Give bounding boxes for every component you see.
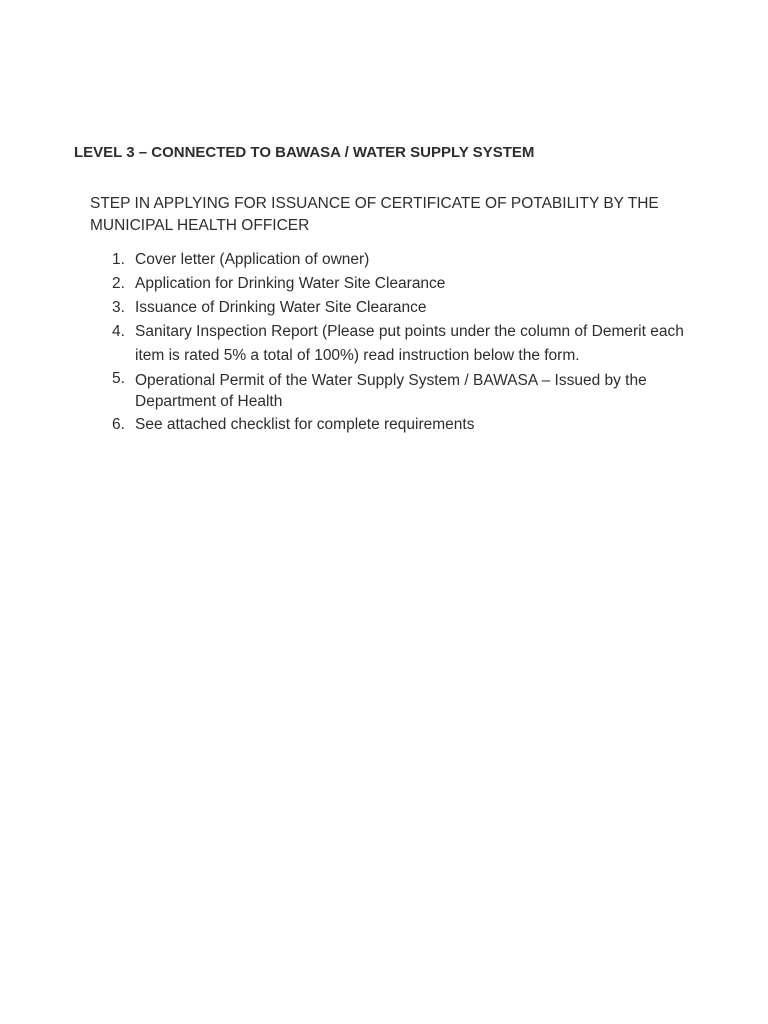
list-item-number: 2.	[112, 275, 125, 292]
list-item-text: See attached checklist for complete requirements	[135, 416, 475, 433]
list-item	[112, 413, 695, 437]
list-item-number: 1.	[112, 251, 125, 268]
list-item	[112, 248, 695, 272]
section-heading: LEVEL 3 – CONNECTED TO BAWASA / WATER SUPPLY SYSTEM	[74, 144, 535, 161]
list-item-text: Operational Permit of the Water Supply System / BAWASA – Issued by the Department of Health	[135, 372, 647, 410]
list-item	[112, 272, 695, 296]
list-item-text: Sanitary Inspection Report (Please put points under the column of Demerit each item is rated 5% a total of 100%) read instruction below the form.	[135, 323, 684, 364]
list-item	[112, 296, 695, 320]
list-item	[112, 320, 695, 368]
list-item-number: 4.	[112, 323, 125, 340]
list-item-number: 6.	[112, 416, 125, 433]
list-item-text: Cover letter (Application of owner)	[135, 251, 370, 268]
list-item	[112, 368, 695, 413]
list-item-number: 3.	[112, 299, 125, 316]
list-item-text: Issuance of Drinking Water Site Clearance	[135, 299, 427, 316]
requirements-list	[112, 248, 695, 437]
list-item-text: Application for Drinking Water Site Clearance	[135, 275, 446, 292]
list-item-number: 5.	[112, 370, 125, 387]
intro-paragraph: STEP IN APPLYING FOR ISSUANCE OF CERTIFICATE OF POTABILITY BY THE MUNICIPAL HEALTH OFFICER	[90, 195, 659, 234]
